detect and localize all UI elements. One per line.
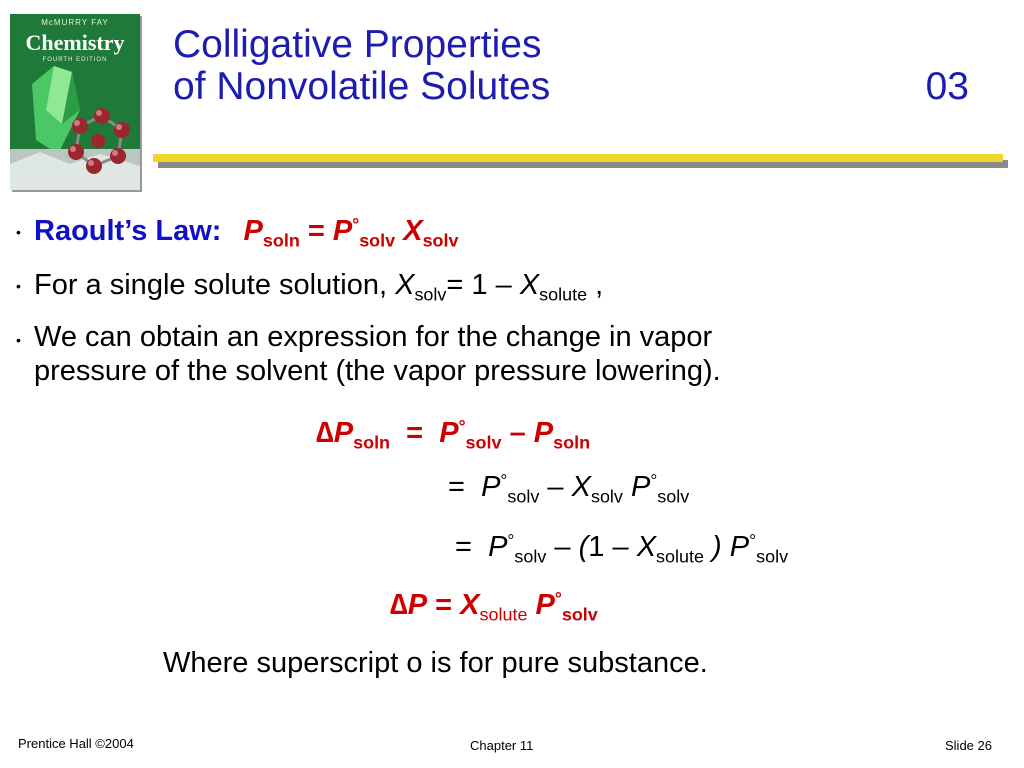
footer-slide-number: Slide 26: [945, 738, 992, 753]
mole-fraction-equation: $X_{solv}= 1 - X_{solute}$ ,: [395, 269, 604, 305]
crystal-molecule-illustration: [10, 14, 140, 190]
delta-p-result: $\Delta P = X_{solute}$ $P^\circ_{solv}$: [390, 588, 598, 625]
raoults-law-label: Raoult’s Law:: [34, 215, 222, 247]
title-line-2: of Nonvolatile Solutes: [173, 65, 551, 108]
slide-section-number: 03: [925, 65, 969, 108]
cover-title: Chemistry: [25, 30, 125, 55]
bullet-3-line-2: pressure of the solvent (the vapor pressure lowering).: [34, 355, 721, 387]
title-line-1: Colligative Properties: [173, 23, 542, 66]
bullet-single-solute: [34, 268, 604, 305]
footer-chapter: Chapter 11: [470, 738, 534, 753]
slide-title: [173, 24, 993, 108]
derivation-step-2: = $P^\circ_{solv} - X_{solv}$ $P^\circ_{solv}$: [448, 470, 690, 507]
bullet-raoults-law: [34, 214, 459, 251]
superscript-note: Where superscript o is for pure substance.: [163, 647, 708, 679]
bullet-dot-3: •: [16, 332, 21, 348]
textbook-cover-image: [10, 14, 140, 190]
delta-p-definition: $\Delta P_{soln} = P^\circ_{solv} - P_{soln}$: [316, 416, 591, 453]
bullet-dot-2: •: [16, 278, 21, 294]
cover-authors: McMURRY FAY: [41, 18, 109, 27]
title-divider: [153, 154, 1003, 162]
bullet-vapor-pressure: [34, 320, 721, 388]
footer-copyright: Prentice Hall ©2004: [18, 736, 134, 751]
bullet-3-line-1: We can obtain an expression for the change in vapor: [34, 321, 713, 353]
derivation-step-3: = $P^\circ_{solv} - (1 - X_{solute}$ ) $P^\circ_{solv}$: [455, 530, 789, 567]
bullet-dot-1: •: [16, 224, 21, 240]
bullet-2-text: For a single solute solution,: [34, 269, 388, 301]
raoults-law-equation: $P_{soln} = P^\circ_{solv}$ $X_{solv}$: [243, 214, 459, 251]
cover-edition: FOURTH EDITION: [42, 57, 108, 63]
